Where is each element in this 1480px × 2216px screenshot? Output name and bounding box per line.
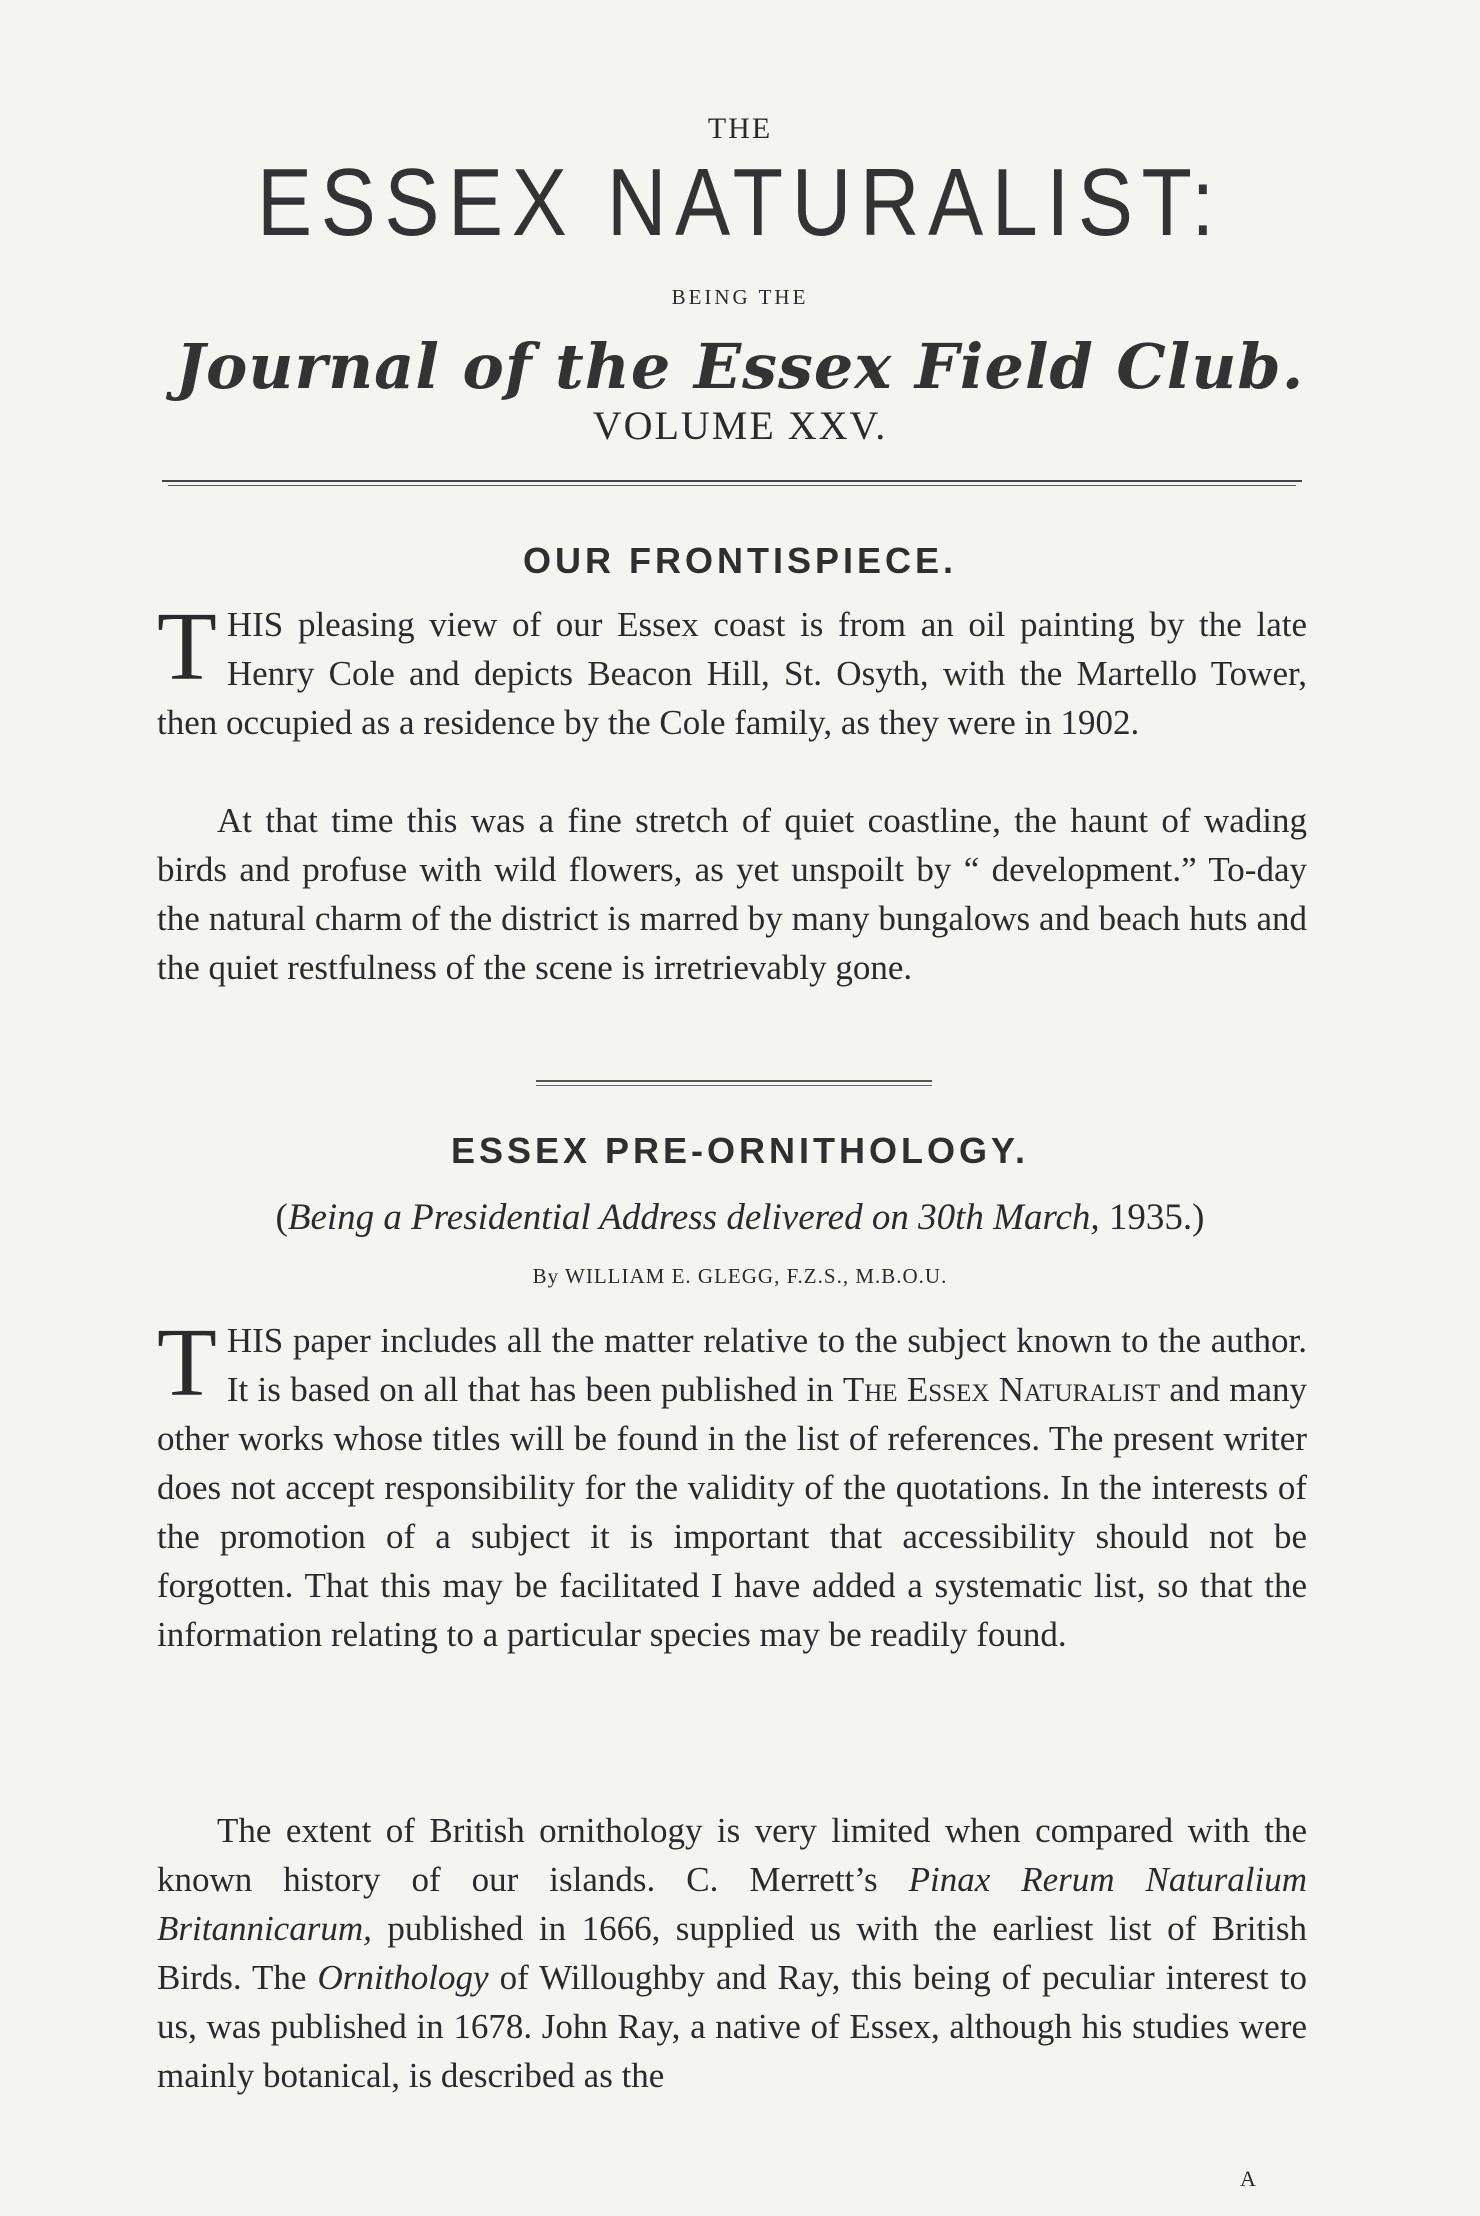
article-paragraph-2: The extent of British ornithology is very limited when compared with the known history of our islands. C. Merrett’s Pinax Rerum Naturalium Britannicarum, published in 1666, supplied us with the earliest list of British Birds. The Ornithology of Willoughby and Ray, this being of peculiar interest to us, was published in 1678. John Ray, a native of Essex, although his studies were mainly botanical, is described as the	[157, 1811, 1307, 2095]
dropcap: T	[157, 1309, 217, 1417]
journal-title: ESSEX NATURALIST:	[257, 149, 1223, 256]
section-divider	[536, 1080, 932, 1088]
article-heading: ESSEX PRE-ORNITHOLOGY.	[450, 1130, 1030, 1171]
article-paragraph-1: THIS paper includes all the matter relative to the subject known to the author. It is based on all that has been published in The Essex Naturalist and many other works whose titles will be found in the list of references. The present writer does not accept responsibility for the validity of the quotations. In the interests of the promotion of a subject it is important that accessibility should not be forgotten. That this may be facilitated I have added a systematic list, so that the information relating to a particular species may be readily found.	[157, 1309, 1307, 1654]
book-title: Ornithology	[317, 1958, 489, 1997]
header-rule	[162, 480, 1302, 490]
book-title: Pinax Rerum Naturalium Britannicarum,	[157, 1860, 1307, 1948]
frontispiece-heading: OUR FRONTISPIECE.	[522, 540, 958, 581]
dropcap: T	[157, 593, 217, 701]
header-kicker: THE	[707, 112, 773, 145]
article-byline: By WILLIAM E. GLEGG, F.Z.S., M.B.O.U.	[532, 1264, 948, 1288]
journal-subtitle: Journal of the Essex Field Club.	[175, 330, 1305, 403]
signature-mark: A	[1240, 2166, 1256, 2191]
article-subtitle: (Being a Presidential Address delivered on 30th March, 1935.)	[275, 1197, 1205, 1238]
frontispiece-paragraph-2: At that time this was a fine stretch of quiet coastline, the haunt of wading birds and profuse with wild flowers, as yet unspoilt by “ development.” To-day the natural charm of the district is marred by many bungalows and beach huts and the quiet restfulness of the scene is irretrievably gone.	[157, 801, 1307, 987]
frontispiece-paragraph-1: THIS pleasing view of our Essex coast is from an oil painting by the late Henry Cole and depicts Beacon Hill, St. Osyth, with the Martello Tower, then occupied as a residence by the Cole family, as they were in 1902.	[157, 593, 1307, 742]
volume-number: VOLUME XXV.	[592, 403, 888, 448]
journal-name-reference: The Essex Naturalist	[842, 1370, 1161, 1409]
header-being: BEING THE	[671, 285, 809, 309]
